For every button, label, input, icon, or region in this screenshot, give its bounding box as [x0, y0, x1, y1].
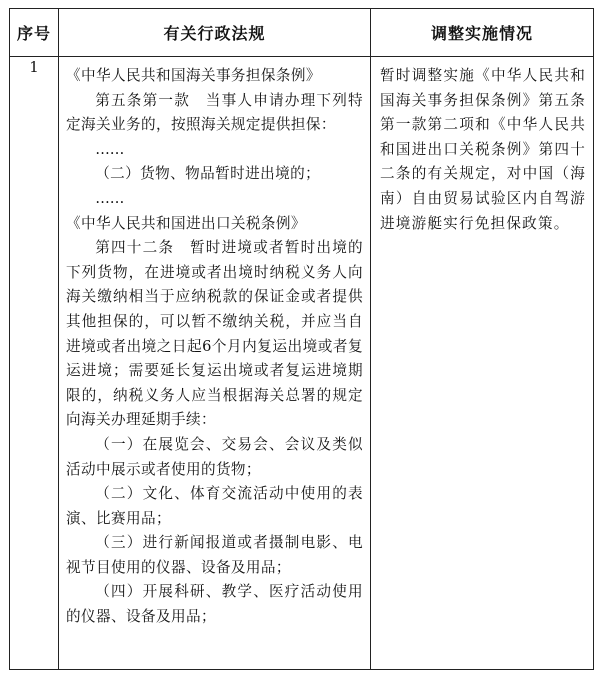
- header-seq: 序号: [10, 9, 59, 57]
- law-paragraph: 第五条第一款 当事人申请办理下列特定海关业务的，按照海关规定提供担保：: [66, 91, 363, 134]
- law-paragraph: （四）开展科研、教学、医疗活动使用的仪器、设备及用品；: [66, 583, 363, 626]
- law-paragraph: ……: [95, 189, 125, 207]
- law-paragraph: 《中华人民共和国进出口关税条例》: [66, 214, 306, 232]
- table-header: [10, 9, 594, 57]
- law-paragraph: （二）货物、物品暂时进出境的；: [95, 165, 321, 183]
- law-text: [60, 58, 369, 630]
- row-adjust-cell: [371, 57, 594, 670]
- row-law-cell: [59, 57, 371, 670]
- header-row: [10, 9, 594, 57]
- header-adjust: 调整实施情况: [371, 9, 594, 57]
- header-law: 有关行政法规: [59, 9, 371, 57]
- law-paragraph: ……: [95, 140, 125, 158]
- law-paragraph: 第四十二条 暂时进境或者暂时出境的下列货物，在进境或者出境时纳税义务人向海关缴纳相当于应纳税款的保证金或者提供其他担保的，可以暂不缴纳关税，并应当自进境或者出境之日起6个月内复运出境或者复运进境；需要延长复运出境或者复运进境期限的，纳税义务人应当根据海关总署的规定向海关办理延期手续：: [66, 239, 363, 429]
- adjust-text: [372, 58, 592, 236]
- table-row: [10, 57, 594, 670]
- law-paragraph: 《中华人民共和国海关事务担保条例》: [66, 67, 321, 84]
- regulation-table: [9, 8, 594, 670]
- law-paragraph: （一）在展览会、交易会、会议及类似活动中展示或者使用的货物；: [66, 435, 363, 478]
- adjust-paragraph: 暂时调整实施《中华人民共和国海关事务担保条例》第五条第一款第二项和《中华人民共和国进出口关税条例》第四十二条的有关规定，对中国（海南）自由贸易试验区内自驾游进境游艇实行免担保政策。: [380, 67, 586, 232]
- row-seq-number: 1: [10, 57, 59, 670]
- law-paragraph: （二）文化、体育交流活动中使用的表演、比赛用品；: [66, 485, 363, 527]
- law-paragraph: （三）进行新闻报道或者摄制电影、电视节目使用的仪器、设备及用品；: [66, 534, 363, 576]
